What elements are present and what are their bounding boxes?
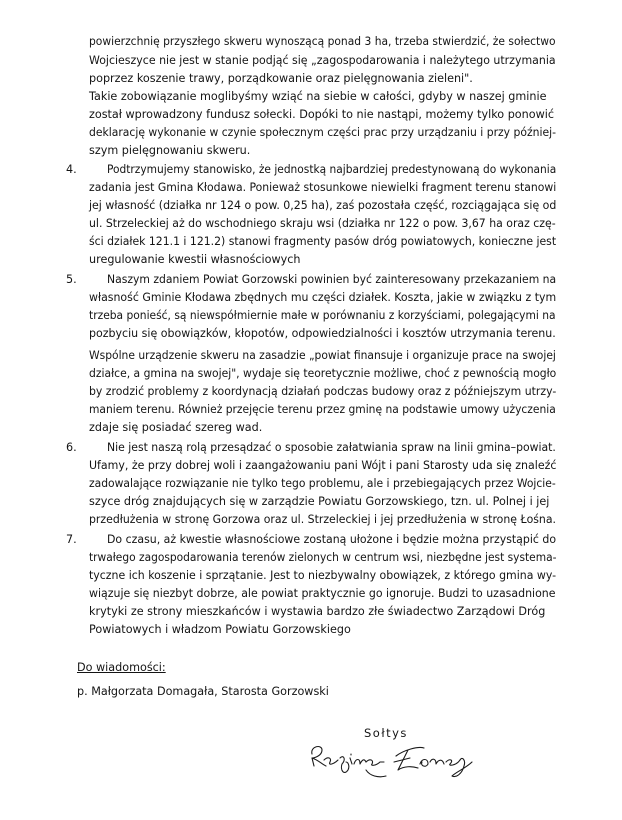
text-line: trzeba ponieść, są niewspółmiernie małe w porównaniu z korzyściami, polegającymi na: [89, 309, 556, 322]
text-line: przedłużenia w stronę Gorzowa oraz ul. Strzeleckiej i jej przedłużenia w stronę Łośna.: [89, 513, 557, 526]
text-line: by zrodzić problemy z koordynacją działań podczas budowy oraz z późniejszym utrzy-: [89, 385, 557, 398]
item-number: 4.: [66, 163, 77, 176]
text-line: Naszym zdaniem Powiat Gorzowski powinien być zainteresowany przekazaniem na: [107, 273, 557, 286]
text-line: tyczne ich koszenie i sprzątanie. Jest to niezbywalny obowiązek, z którego gmina wy-: [89, 569, 557, 582]
text-line: zadowalające rozwiązanie nie tylko tego problemu, ale i przebiegających przez Wojcie-: [89, 477, 556, 490]
text-line: szyce dróg znajdujących się w zarządzie Powiatu Gorzowskiego, tzn. ul. Polnej i jej: [89, 495, 550, 508]
item-number: 7.: [66, 533, 77, 546]
text-line: jej własność (działka nr 124 o pow. 0,25 ha), zaś pozostała część, rozciągająca się od: [89, 199, 557, 212]
text-line: zadania jest Gmina Kłodawa. Ponieważ stosunkowe niewielki fragment terenu stanowi: [89, 181, 557, 194]
text-line: Takie zobowiązanie moglibyśmy wziąć na siebie w całości, gdyby w naszej gminie: [89, 90, 547, 103]
text-line: ul. Strzeleckiej aż do wschodniego skraju wsi (działka nr 122 o pow. 3,67 ha oraz czę-: [89, 217, 556, 230]
item-number: 6.: [66, 441, 77, 454]
item-number: 5.: [66, 273, 77, 286]
text-line: szym pielęgnowaniu skweru.: [89, 144, 251, 157]
signature-title: Sołtys: [364, 726, 408, 740]
text-line: maniem terenu. Również przejęcie terenu przez gminę na podstawie umowy użyczenia: [89, 403, 556, 416]
text-line: wiązuje się niezbyt dobrze, ale powiat praktycznie go ignoruje. Budzi to uzasadnione: [89, 587, 556, 600]
text-line: zdaje się posiadać szereg wad.: [89, 421, 263, 434]
text-line: został wprowadzony fundusz sołecki. Dopóki to nie nastąpi, możemy tylko ponowić: [89, 108, 554, 121]
text-line: Wojcieszyce nie jest w stanie podjąć się „zagospodarowania i należytego utrzymania: [89, 54, 556, 67]
handwritten-signature: [300, 736, 480, 786]
cc-recipient: p. Małgorzata Domagała, Starosta Gorzowski: [77, 685, 329, 698]
text-line: pozbyciu się obowiązków, kłopotów, odpowiedzialności i kosztów utrzymania terenu.: [89, 327, 556, 340]
text-line: Ufamy, że przy dobrej woli i zaangażowaniu pani Wójt i pani Starosty uda się znaleźć: [89, 459, 557, 472]
text-line: poprzez koszenie trawy, porządkowanie oraz pielęgnowania zieleni".: [89, 72, 473, 85]
text-line: Podtrzymujemy stanowisko, że jednostką najbardziej predestynowaną do wykonania: [107, 163, 557, 176]
cc-heading: Do wiadomości:: [77, 661, 166, 674]
text-line: uregulowanie kwestii własnościowych: [89, 253, 301, 266]
text-line: deklarację wykonanie w czynie społecznym części prac przy urządzaniu i przy później-: [89, 126, 557, 139]
text-line: krytyki ze strony mieszkańców i wystawia bardzo złe świadectwo Zarządowi Dróg: [89, 605, 546, 618]
text-line: własność Gminie Kłodawa zbędnych mu części działek. Koszta, jakie w związku z tym: [89, 291, 557, 304]
text-line: Do czasu, aż kwestie własnościowe zostaną ułożone i będzie można przystąpić do: [107, 533, 557, 546]
text-line: działce, a gmina na swojej", wydaje się teoretycznie możliwe, choć z pewnością mogło: [89, 367, 557, 380]
text-line: Wspólne urządzenie skweru na zasadzie „powiat finansuje i organizuje prace na swojej: [89, 349, 556, 362]
text-line: ści działek 121.1 i 121.2) stanowi fragmenty pasów dróg powiatowych, konieczne jest: [89, 235, 557, 248]
text-line: Powiatowych i władzom Powiatu Gorzowskiego: [89, 623, 351, 636]
text-line: trwałego zagospodarowania terenów zielonych w centrum wsi, niezbędne jest systema-: [89, 551, 557, 564]
text-line: Nie jest naszą rolą przesądzać o sposobie załatwiania spraw na linii gmina–powiat.: [107, 441, 556, 454]
text-line: powierzchnię przyszłego skweru wynoszącą ponad 3 ha, trzeba stwierdzić, że sołectwo: [89, 35, 556, 48]
